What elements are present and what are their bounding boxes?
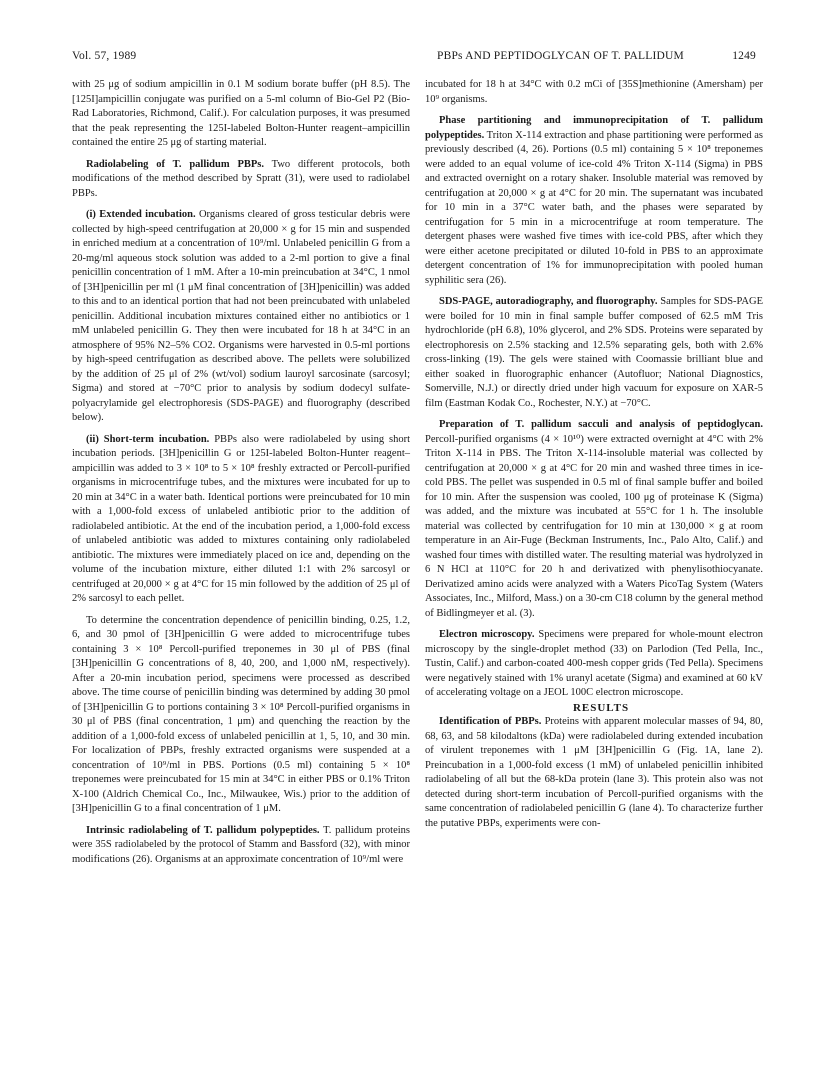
- body-short-term-incubation: PBPs also were radiolabeled by using short incubation periods. [3H]penicillin G or 125I-labeled Bolton-Hunter reagent–ampicillin was added to 3 × 10⁸ to 5 × 10⁸ freshly extracted or Percoll-purified organisms in microcentrifuge tubes, and the mixtures were incubated for up to 20 min at 34°C in a water bath. Identical portions were preincubated for 10 min with a 1,000-fold excess of unlabeled antibiotic prior to the addition of radiolabeled antibiotic. At the end of the incubation period, a 1,000-fold excess of unlabeled antibiotic was added to mixtures containing only radiolabeled antibiotic. The mixtures were immediately placed on ice and, depending on the volume of the incubation mixture, either diluted 1:1 with 2% sarcosyl or centrifuged at 20,000 × g at 4°C for 15 min followed by the addition of 25 μl of 2% sarcosyl to each pellet.: [72, 433, 410, 604]
- paragraph-extended-incubation: [72, 208, 410, 426]
- right-column: [425, 78, 763, 831]
- paragraph-sacculi-preparation: [425, 418, 763, 621]
- page-number: 1249: [732, 50, 756, 62]
- heading-radiolabeling-pbps: Radiolabeling of T. pallidum PBPs.: [86, 158, 264, 170]
- body-identification-pbps: Proteins with apparent molecular masses of 94, 80, 68, 63, and 58 kilodaltons (kDa) were radiolabeled during extended incubation of virulent treponemes with 1 μM [3H]penicillin G (Fig. 1A, lane 2). Preincubation in a 1,000-fold excess (1 mM) of unlabeled penicillin inhibited radiolabeling of all but the 68-kDa protein (lane 3). This protein also was not detected during short-term incubation of Percoll-purified organisms with the same concentration of radiolabeled penicillin G (lane 4). To characterize further the putative PBPs, experiments were con-: [425, 716, 763, 829]
- paragraph-sds-page: [425, 295, 763, 411]
- body-intrinsic-radiolabeling: T. pallidum proteins were 35S radiolabeled by the protocol of Stamm and Bassford (32), with minor modifications (26). Organisms at an approximate concentration of 10⁹/ml were: [72, 824, 410, 865]
- body-electron-microscopy: Specimens were prepared for whole-mount electron microscopy by the single-droplet method (33) on Parlodion (Ted Pella, Inc., Tustin, Calif.) and carbon-coated 400-mesh copper grids (Ted Pella). Specimens were negatively stained with 1% uranyl acetate (Sigma) and examined at 60 kV of accelerating voltage on a JEOL 100C electron microscope.: [425, 629, 763, 698]
- running-header: [72, 50, 756, 66]
- paragraph-short-term-incubation: [72, 433, 410, 607]
- heading-identification-pbps: Identification of PBPs.: [439, 716, 542, 727]
- left-column: [72, 78, 410, 867]
- paragraph-electron-microscopy: [425, 628, 763, 701]
- paragraph-phase-partitioning: [425, 114, 763, 288]
- body-phase-partitioning: Triton X-114 extraction and phase partitioning were performed as previously described (4, 26). Portions (0.5 ml) containing 5 × 10⁸ treponemes were added to an equal volume of ice-cold 4% Triton X-114 (Sigma) in PBS and extracted overnight on a rotary shaker. Insoluble material was removed by centrifugation at 20,000 × g at 4°C for 20 min. The supernatant was incubated for 10 min in a 37°C water bath, and the phases were separated by centrifugation for 5 min in a microcentrifuge at room temperature. The detergent phases were washed five times with ice-cold PBS, after which they were either acetone precipitated or diluted 10-fold in PBS to an approximate detergent concentration of 1% for immunoprecipitation with pooled human syphilitic sera (26).: [425, 129, 763, 286]
- paragraph-intrinsic-radiolabeling: [72, 824, 410, 868]
- heading-short-term-incubation: (ii) Short-term incubation.: [86, 433, 210, 445]
- body-sds-page: Samples for SDS-PAGE were boiled for 10 min in final sample buffer composed of 62.5 mM Tris hydrochloride (pH 6.8), 10% glycerol, and 2% SDS. Proteins were separated by electrophoresis on 2.5% stacking and 12.5% separating gels, both with 2.6% cross-linking (19). The gels were stained with Coomassie brilliant blue and either soaked in fluorographic enhancer (Autofluor; National Diagnostics, Somerville, N.J.) or directly dried under high vacuum for exposure on XAR-5 film (Eastman Kodak Co., Rochester, N.Y.) at −70°C.: [425, 296, 763, 409]
- heading-electron-microscopy: Electron microscopy.: [439, 629, 535, 640]
- heading-sacculi-preparation: Preparation of T. pallidum sacculi and analysis of peptidoglycan.: [439, 419, 763, 430]
- paragraph-concentration-dependence: To determine the concentration dependence of penicillin binding, 0.25, 1.2, 6, and 30 pmol of [3H]penicillin G were added to microcentrifuge tubes containing 3 × 10⁸ Percoll-purified treponemes in 30 μl of PBS (final [3H]penicillin G concentrations of 8, 40, 200, and 1,000 nM, respectively). After a 20-min incubation period, specimens were processed as described above. The time course of penicillin binding was determined by adding 30 pmol of [3H]penicillin G to portions containing 3 × 10⁸ Percoll-purified organisms in 30 μl of PBS (final concentration, 1 μm) and quenching the reaction by the addition of a 1,000-fold excess of unlabeled penicillin at 1, 5, 10, and 30 min. For localization of PBPs, freshly extracted organisms were suspended at a concentration of 10⁹/ml in PBS. Portions (0.5 ml) containing 5 × 10⁸ treponemes were preincubated for 15 min at 34°C in either PBS or 0.1% Triton X-100 (Aldrich Chemical Co., Inc., Milwaukee, Wis.) prior to the addition of [3H]penicillin G to a final concentration of 1 μM.: [72, 614, 410, 814]
- results-section-title: RESULTS: [572, 701, 630, 714]
- paragraph-identification-pbps: [425, 715, 763, 831]
- body-sacculi-preparation: Percoll-purified organisms (4 × 10¹⁰) were extracted overnight at 4°C with 2% Triton X-114 in PBS. The Triton X-114-insoluble material was collected by centrifugation at 20,000 × g at 4°C for 20 min and washed three times in ice-cold PBS. The pellet was suspended in 0.5 ml of final sample buffer and boiled for 10 min. After the suspension was cooled, 100 μg of proteinase K (Sigma) was added, and the mixture was incubated at 55°C for 1 h. The insoluble material was collected by centrifugation for 10 min at 130,000 × g at room temperature in an Air-Fuge (Beckman Instruments, Inc., Palo Alto, Calif.) and washed four times with distilled water. The resulting material was hydrolyzed in 6 N HCl at 110°C for 20 h and derivatized with phenylisothiocyanate. Derivatized amino acids were analyzed with a Waters PicoTag System (Waters Associates, Inc., Milford, Mass.) on a 30-cm C18 column by the general method of Bidlingmeyer et al. (3).: [425, 433, 763, 619]
- running-title: PBPs AND PEPTIDOGLYCAN OF T. PALLIDUM: [437, 50, 684, 62]
- heading-phase-partitioning: Phase partitioning and immunoprecipitation of T. pallidum polypeptides.: [425, 115, 763, 141]
- heading-sds-page: SDS-PAGE, autoradiography, and fluorography.: [439, 296, 658, 307]
- body-extended-incubation: Organisms cleared of gross testicular debris were collected by high-speed centrifugation at 20,000 × g for 15 min and suspended in enriched medium at a concentration of 10⁹/ml. Unlabeled penicillin G from a 20-mg/ml aqueous stock solution was added to a 2-ml portion to give a final penicillin concentration of 1 mM. After a 10-min preincubation at 34°C, 1 nmol of [3H]penicillin per ml (1 μM final concentration of [3H]penicillin) was added to this and to an identical portion that had not been preincubated with unlabeled penicillin. Additional incubation mixtures contained either no antibiotics or 1 mM unlabeled penicillin G. They then were incubated for 18 h at 34°C in an atmosphere of 95% N2–5% CO2. Organisms were harvested in 0.5-ml portions by high-speed centrifugation as described above. The pellets were solubilized by the addition of 25 μl of 2% (wt/vol) sodium lauroyl sarcosinate (sarcosyl; Sigma) and stored at −70°C prior to analysis by sodium dodecyl sulfate-polyacrylamide gel electrophoresis (SDS-PAGE) and fluorography (described below).: [72, 209, 410, 423]
- heading-intrinsic-radiolabeling: Intrinsic radiolabeling of T. pallidum polypeptides.: [86, 824, 320, 836]
- paragraph-radiolabeling-pbps: [72, 158, 410, 202]
- paragraph-methionine-continued: incubated for 18 h at 34°C with 0.2 mCi of [35S]methionine (Amersham) per 10⁹ organisms.: [425, 79, 763, 105]
- body-radiolabeling-pbps: Two different protocols, both modifications of the method described by Spratt (31), were used to radiolabel PBPs.: [72, 158, 410, 199]
- paragraph-bolton-hunter-continued: with 25 μg of sodium ampicillin in 0.1 M sodium borate buffer (pH 8.5). The [125I]ampicillin conjugate was purified on a 5-ml column of Bio-Gel P2 (Bio-Rad Laboratories, Richmond, Calif.). For calculation purposes, it was presumed that the peak representing the 125I-labeled Bolton-Hunter reagent–ampicillin contained the entire 25 μg of starting material.: [72, 79, 410, 148]
- volume-label: Vol. 57, 1989: [72, 50, 137, 62]
- heading-extended-incubation: (i) Extended incubation.: [86, 209, 196, 220]
